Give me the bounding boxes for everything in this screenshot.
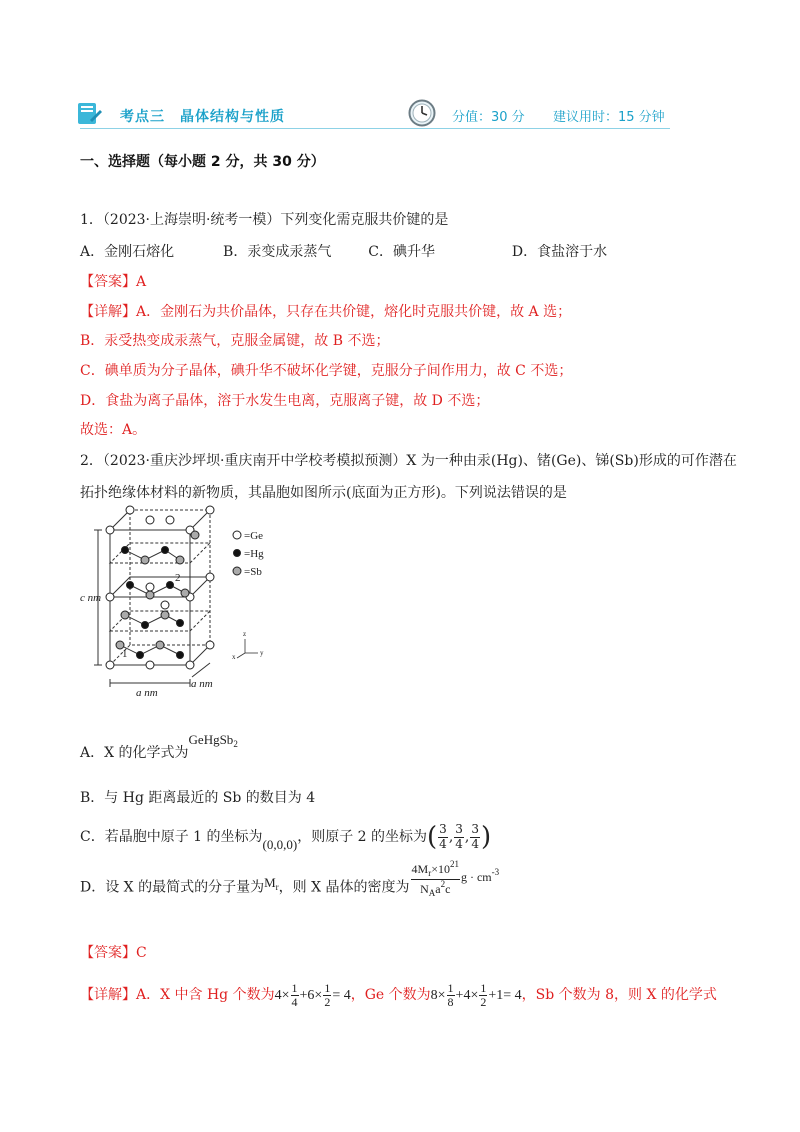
paren-left: ( [427, 822, 438, 852]
option-d-text-2: ，则 X 晶体的密度为 [278, 879, 410, 896]
unit-main: g · cm [460, 870, 492, 885]
num: 1 [324, 981, 331, 995]
mr-main: M [264, 875, 276, 891]
formula [189, 732, 238, 747]
d3: a [435, 881, 441, 896]
legend-sb: =Sb [244, 566, 262, 578]
g3: +1= 4 [488, 987, 522, 1003]
frac-x [438, 823, 448, 850]
q2-stem-line1: 2．（2023·重庆沙坪坝·重庆南开中学校考模拟预测）X 为一种由汞(Hg)、锗(Ge)、锑(Sb)形成的可作潜在 [80, 453, 737, 469]
q2-answer [80, 942, 147, 962]
crystal-cell-diagram [80, 505, 280, 700]
frac-1-4 [291, 982, 299, 1009]
frac-1-8 [447, 982, 455, 1009]
q1-detail-d: D．食盐为离子晶体，溶于水发生电离，克服离子键，故 D 不选； [80, 393, 490, 409]
legend-hg: =Hg [244, 548, 264, 560]
unit-exp: -3 [491, 867, 500, 878]
detail-text-3: ，Sb 个数为 8，则 X 的化学式 [521, 986, 717, 1003]
density-num [411, 860, 460, 880]
q1-option-c: C．碘升华 [368, 244, 435, 260]
axis-y-label: y [260, 649, 264, 657]
option-a-text: A．X 的化学式为 [80, 745, 189, 761]
axis-icon [237, 639, 258, 658]
formula-main: GeHgSb [188, 732, 234, 747]
mr-symbol [264, 875, 279, 893]
num: 3 [455, 822, 463, 837]
d2: A [428, 887, 436, 898]
num: 1 [291, 981, 298, 995]
detail-text-1: A．X 中含 Hg 个数为 [136, 986, 275, 1003]
axis-x-label: x [232, 653, 236, 661]
answer-label: 【答案】 [80, 945, 136, 961]
coord-origin: (0,0,0) [262, 837, 298, 852]
page-title: 考点三 晶体结构与性质 [120, 109, 285, 125]
section-title: 一、选择题（每小题 2 分，共 30 分） [80, 154, 325, 170]
q2-option-a [80, 732, 238, 762]
den: 4 [471, 836, 479, 851]
den: 4 [455, 836, 463, 851]
n4: 21 [449, 859, 459, 869]
q1-detail-c: C．碘单质为分子晶体，碘升华不破坏化学键，克服分子间作用力，故 C 不选； [80, 363, 573, 379]
g1: 8× [430, 987, 446, 1003]
frac-1-2b [479, 982, 487, 1009]
q1-options [80, 241, 607, 261]
e1: 4× [274, 987, 290, 1003]
detail-label: 【详解】 [80, 986, 136, 1003]
q2-option-c: C．若晶胞中原子 1 的坐标为(0,0,0)，则原子 2 的坐标为( $\frac{3}{4}$ , $\frac{3}{4}$ , $\frac{3}{4}$ ) [80, 822, 492, 852]
density-fraction [411, 860, 460, 899]
frac-y [454, 823, 464, 850]
paren-right: ) [481, 822, 492, 852]
frac-z [470, 823, 480, 850]
num: 3 [471, 822, 479, 837]
legend-ge: =Ge [244, 530, 264, 542]
n3: ×10 [431, 862, 450, 876]
detail-text-2: ，Ge 个数为 [350, 986, 431, 1003]
label-a-bottom: a nm [136, 687, 158, 699]
q1-answer [80, 271, 146, 291]
label-a-side: a nm [191, 678, 213, 690]
n2: r [428, 868, 432, 878]
e2: +6× [299, 987, 323, 1003]
n1: 4M [411, 862, 429, 876]
answer-value: A [136, 274, 147, 290]
den: 4 [291, 995, 298, 1010]
q1-option-b: B．汞变成汞蒸气 [223, 244, 332, 260]
density-den [411, 880, 460, 899]
option-c-text-2: ，则原子 2 的坐标为 [297, 829, 428, 845]
q2-stem-line2: 拓扑绝缘体材料的新物质，其晶胞如图所示(底面为正方形)。下列说法错误的是 [80, 485, 567, 501]
formula-sub: 2 [233, 739, 238, 749]
axis-z-label: z [243, 630, 247, 638]
den: 8 [447, 995, 454, 1010]
d5: c [445, 881, 451, 896]
q1-detail-a [80, 301, 571, 321]
num: 1 [447, 981, 454, 995]
q2-option-b: B．与 Hg 距离最近的 Sb 的数目为 4 [80, 790, 316, 806]
answer-label: 【答案】 [80, 274, 136, 290]
atom-2-label: 2 [175, 572, 181, 584]
header-divider [80, 128, 670, 129]
option-c-text-1: C．若晶胞中原子 1 的坐标为 [80, 829, 263, 845]
mr-sub: r [275, 882, 279, 893]
den: 2 [480, 995, 487, 1010]
g2: +4× [455, 987, 479, 1003]
q1-option-d: D．食盐溶于水 [511, 244, 608, 260]
q2-option-d [80, 859, 500, 907]
hg-expression [274, 981, 351, 1010]
detail-text: A．金刚石为共价晶体，只存在共价键，熔化时克服共价键，故 A 选； [136, 304, 572, 320]
num: 3 [439, 822, 447, 837]
den: 4 [439, 836, 447, 851]
time-label: 建议用时：15 分钟 [553, 110, 665, 125]
notebook-icon [76, 100, 102, 126]
label-c: c nm [80, 592, 102, 604]
density-unit [460, 867, 500, 885]
d4: 2 [440, 878, 446, 889]
q1-conclusion: 故选：A。 [80, 422, 147, 438]
q2-detail [80, 982, 717, 1009]
option-d-text-1: D．设 X 的最简式的分子量为 [80, 879, 265, 896]
answer-value: C [136, 945, 147, 961]
atom-1-label: 1 [122, 648, 128, 660]
den: 2 [324, 995, 331, 1010]
q1-stem: 1．（2023·上海崇明·统考一模）下列变化需克服共价键的是 [80, 212, 449, 228]
e3: = 4 [332, 987, 351, 1003]
ge-expression [430, 981, 522, 1010]
num: 1 [480, 981, 487, 995]
frac-1-2 [323, 982, 331, 1009]
clock-icon [408, 99, 436, 127]
detail-label: 【详解】 [80, 304, 136, 320]
q1-option-a: A．金刚石熔化 [80, 244, 175, 260]
score-label: 分值：30 分 [452, 110, 525, 125]
d1: N [420, 881, 429, 896]
q1-detail-b: B．汞受热变成汞蒸气，克服金属键，故 B 不选； [80, 333, 390, 349]
